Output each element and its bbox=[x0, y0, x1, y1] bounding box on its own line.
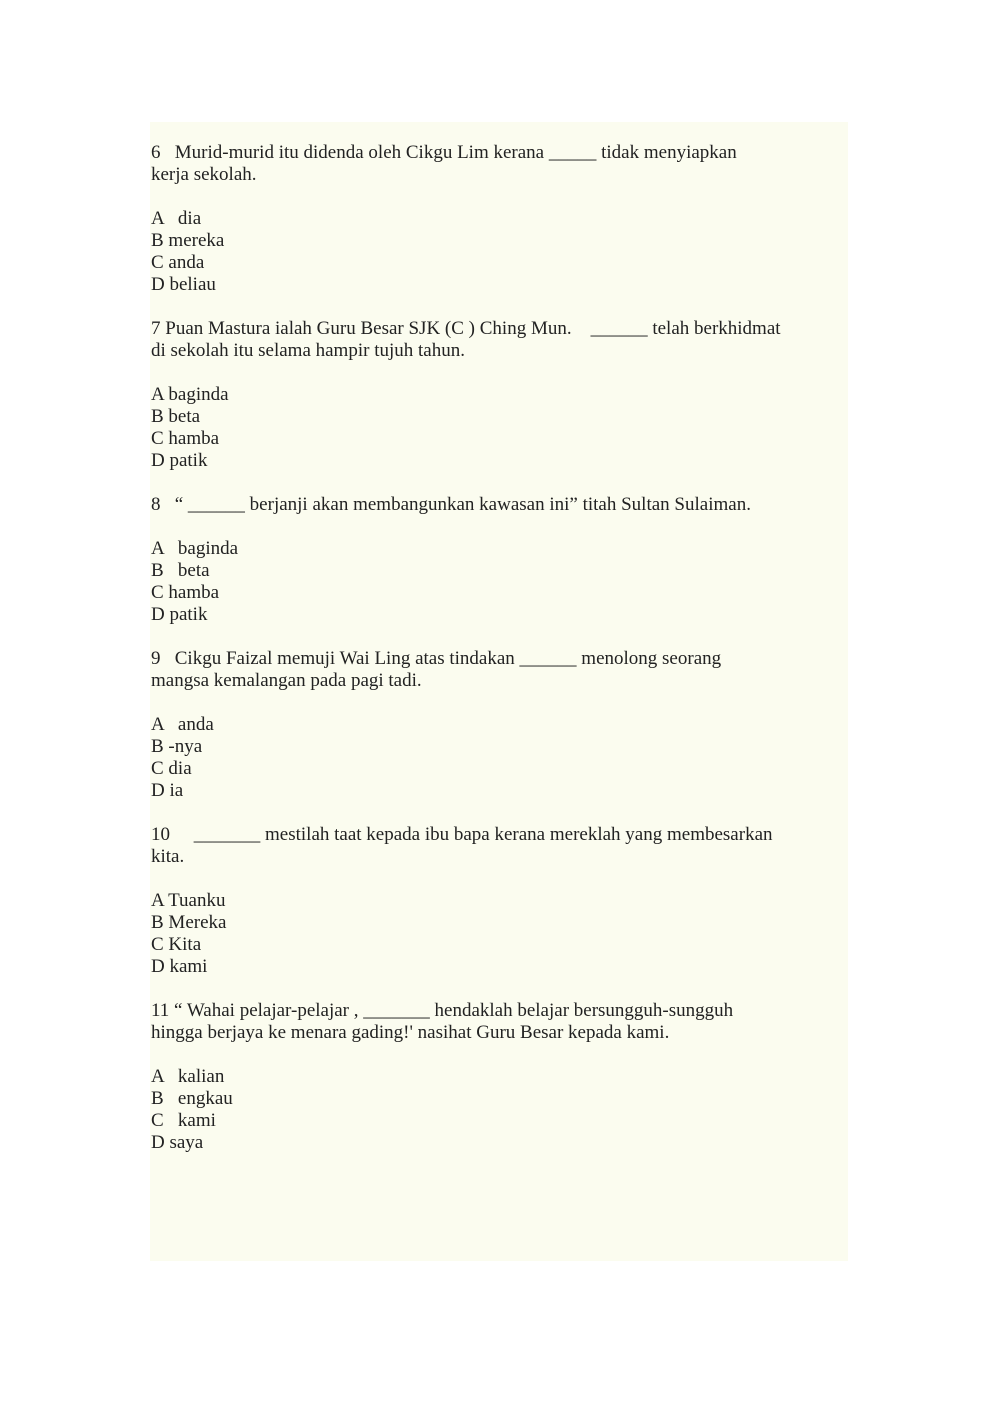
answer-options bbox=[151, 890, 851, 978]
option-c[interactable]: C kami bbox=[151, 1110, 216, 1131]
option-c[interactable]: C dia bbox=[151, 758, 192, 779]
option-c[interactable]: C hamba bbox=[151, 582, 220, 603]
question-block-6 bbox=[151, 142, 851, 296]
answer-options bbox=[151, 384, 851, 472]
option-a[interactable]: A baginda bbox=[151, 538, 239, 559]
option-d[interactable]: D patik bbox=[151, 604, 208, 625]
option-b[interactable]: B Mereka bbox=[151, 912, 227, 933]
question-text: 8 “ ______ berjanji akan membangunkan kawasan ini” titah Sultan Sulaiman. bbox=[151, 494, 751, 515]
worksheet-content bbox=[151, 142, 851, 1176]
option-a[interactable]: A baginda bbox=[151, 384, 229, 405]
option-b[interactable]: B beta bbox=[151, 406, 201, 427]
option-d[interactable]: D ia bbox=[151, 780, 184, 801]
option-a[interactable]: A anda bbox=[151, 714, 214, 735]
option-d[interactable]: D saya bbox=[151, 1132, 204, 1153]
option-c[interactable]: C hamba bbox=[151, 428, 220, 449]
option-b[interactable]: B mereka bbox=[151, 230, 225, 251]
question-text: 6 Murid-murid itu didenda oleh Cikgu Lim kerana _____ tidak menyiapkan kerja sekolah. bbox=[151, 142, 737, 185]
question-text: 10 _______ mestilah taat kepada ibu bapa kerana mereklah yang membesarkan kita. bbox=[151, 824, 773, 867]
option-a[interactable]: A kalian bbox=[151, 1066, 225, 1087]
answer-options bbox=[151, 538, 851, 626]
option-d[interactable]: D beliau bbox=[151, 274, 216, 295]
answer-options bbox=[151, 208, 851, 296]
option-b[interactable]: B engkau bbox=[151, 1088, 233, 1109]
question-block-10 bbox=[151, 824, 851, 978]
option-a[interactable]: A Tuanku bbox=[151, 890, 226, 911]
question-block-7 bbox=[151, 318, 851, 472]
option-b[interactable]: B beta bbox=[151, 560, 210, 581]
option-c[interactable]: C Kita bbox=[151, 934, 202, 955]
answer-options bbox=[151, 714, 851, 802]
question-text: 7 Puan Mastura ialah Guru Besar SJK (C ) Ching Mun. ______ telah berkhidmat di sekolah itu selama hampir tujuh tahun. bbox=[151, 318, 781, 361]
option-d[interactable]: D kami bbox=[151, 956, 208, 977]
option-a[interactable]: A dia bbox=[151, 208, 202, 229]
question-block-11 bbox=[151, 1000, 851, 1154]
option-c[interactable]: C anda bbox=[151, 252, 205, 273]
question-text: 9 Cikgu Faizal memuji Wai Ling atas tindakan ______ menolong seorang mangsa kemalangan pada pagi tadi. bbox=[151, 648, 722, 691]
question-text: 11 “ Wahai pelajar-pelajar , _______ hendaklah belajar bersungguh-sungguh hingga berjaya ke menara gading!' nasihat Guru Besar kepada kami. bbox=[151, 1000, 734, 1043]
question-block-9 bbox=[151, 648, 851, 802]
question-block-8 bbox=[151, 494, 851, 626]
option-b[interactable]: B -nya bbox=[151, 736, 203, 757]
option-d[interactable]: D patik bbox=[151, 450, 208, 471]
answer-options bbox=[151, 1066, 851, 1154]
